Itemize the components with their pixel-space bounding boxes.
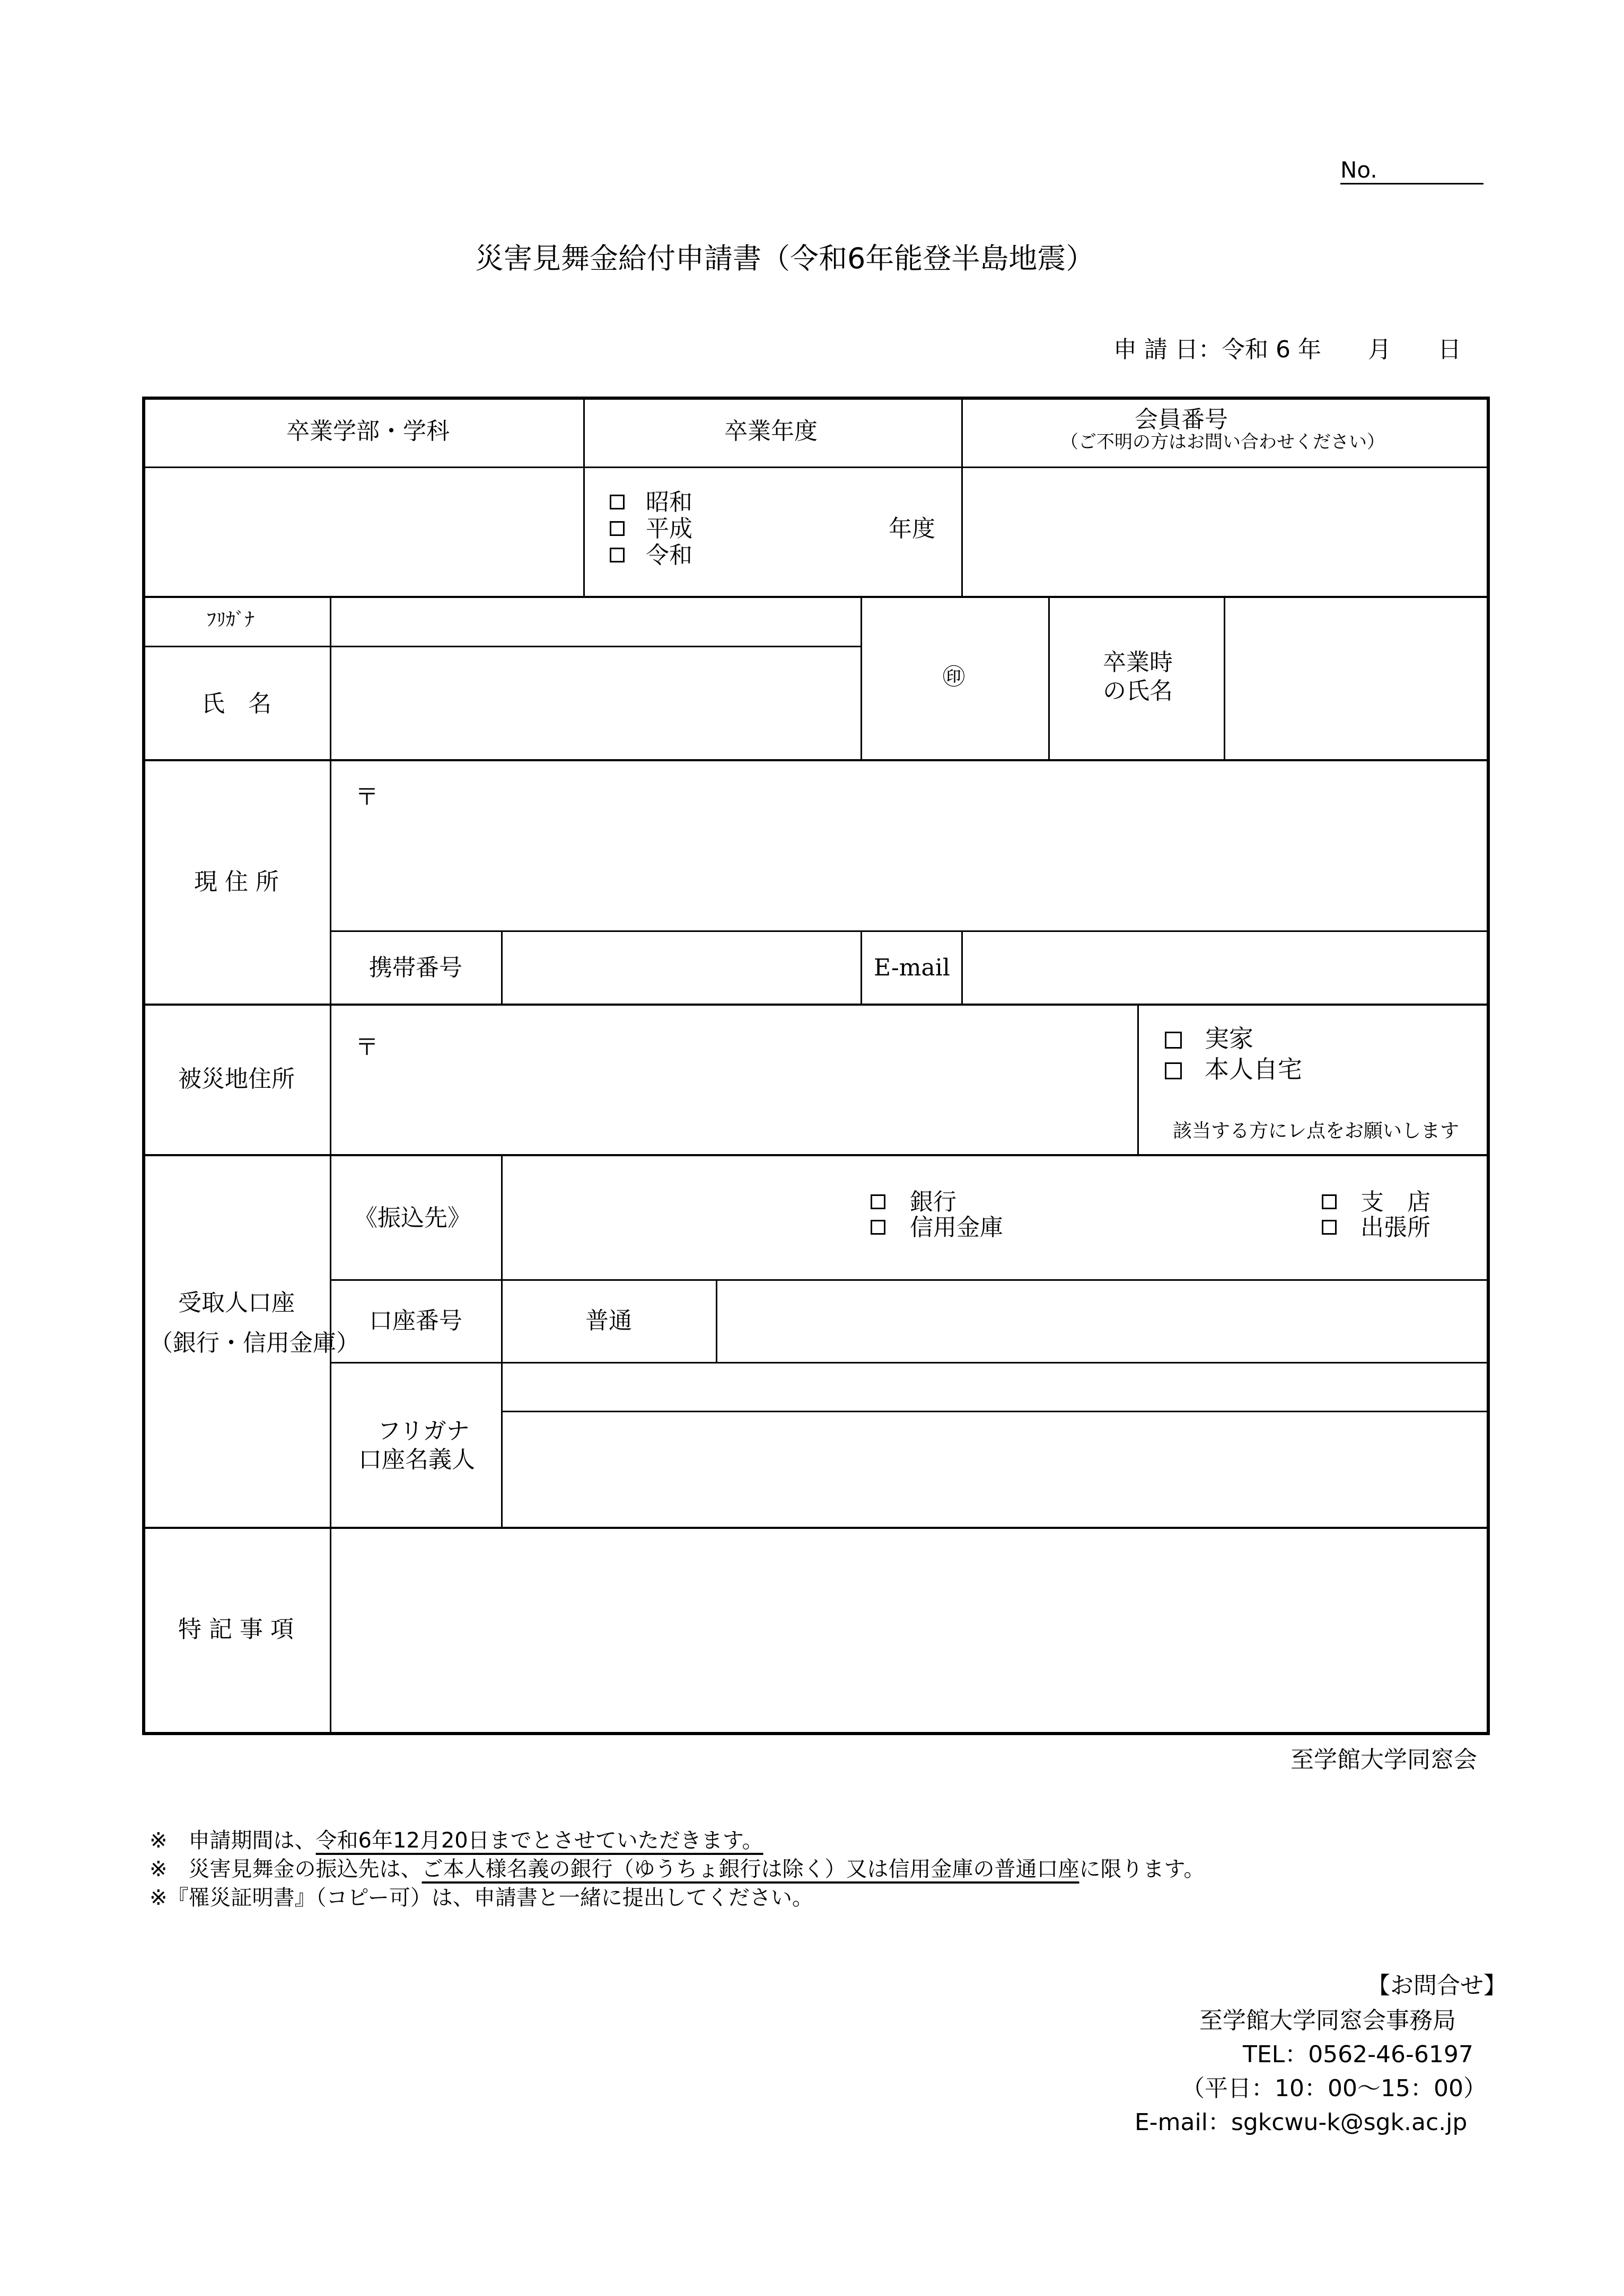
former-name-label-1: 卒業時 [1103,649,1173,676]
era-reiwa-label: 令和 [646,542,692,569]
contact-tel: TEL：0562-46-6197 [1243,2041,1473,2068]
parents-home-label: 実家 [1205,1024,1253,1053]
note-3: ※『罹災証明書』（コピー可）は、申請書と一緒に提出してください。 [150,1886,813,1910]
contact-email[interactable]: E-mail：sgkcwu-k@sgk.ac.jp [1135,2109,1468,2136]
faculty-label: 卒業学部・学科 [286,418,450,445]
email-input[interactable] [963,933,1487,1003]
era-showa-label: 昭和 [646,489,692,516]
postal-mark: 〒 [355,784,379,811]
col-line [1048,597,1050,760]
row-line [144,467,1488,468]
col-line [583,398,585,596]
row-line [144,1004,1488,1006]
contact-office: 至学館大学同窓会事務局 [1199,2007,1456,2034]
account-type-label: 普通 [585,1307,632,1334]
note-2: ※ 災害見舞金の振込先は、ご本人様名義の銀行（ゆうちょ銀行は除く）又は信用金庫の普通口座に限ります。 [150,1857,1205,1881]
graduation-year-label: 卒業年度 [724,418,818,445]
member-number-note: （ご不明の方はお問い合わせください） [1060,432,1385,453]
sub-branch-checkbox[interactable] [1322,1220,1337,1235]
own-home-checkbox[interactable] [1165,1062,1182,1079]
application-date-line: 申 請 日：令和 6 年 月 日 [1113,336,1461,363]
seal-mark: ㊞ [943,664,965,690]
era-reiwa-checkbox[interactable] [610,548,625,562]
furigana-input[interactable] [332,599,860,645]
check-note: 該当する方にレ点をお願いします [1173,1120,1460,1142]
year-suffix-label: 年度 [889,515,935,542]
name-label: 氏 名 [201,690,271,717]
parents-home-checkbox[interactable] [1165,1032,1182,1049]
credit-union-checkbox[interactable] [871,1220,885,1235]
row-line [330,1362,1488,1363]
row-line [501,1411,1488,1412]
note-1: ※ 申請期間は、令和6年12月20日までとさせていただきます。 [150,1828,763,1853]
col-line [861,597,862,760]
contact-heading: 【お問合せ】 [1367,1972,1507,1999]
branch-label: 支 店 [1360,1189,1430,1216]
remarks-label: 特 記 事 項 [178,1616,294,1643]
row-line [144,759,1488,761]
col-line [861,931,862,1005]
number-underline [1340,183,1483,184]
member-number-label: 会員番号 [1135,406,1228,433]
col-line [716,1279,717,1363]
disaster-address-input[interactable] [332,1007,1136,1153]
member-number-input[interactable] [963,469,1487,595]
contact-hours: （平日：10：00～15：00） [1181,2075,1487,2102]
form-title: 災害見舞金給付申請書（令和6年能登半島地震） [475,242,1095,275]
row-line [330,930,1488,932]
name-input[interactable] [332,648,860,758]
bank-label: 銀行 [910,1189,956,1216]
credit-union-label: 信用金庫 [910,1214,1003,1241]
col-line [961,931,963,1005]
account-label-2: （銀行・信用金庫） [150,1330,359,1357]
era-showa-checkbox[interactable] [610,495,625,509]
account-label-1: 受取人口座 [178,1289,295,1316]
row-line [144,1527,1488,1529]
holder-name-label: 口座名義人 [358,1446,475,1473]
era-heisei-checkbox[interactable] [610,521,625,536]
row-line [330,1279,1488,1281]
col-line [1224,597,1225,760]
row-line [144,646,861,647]
sub-branch-label: 出張所 [1360,1214,1430,1241]
col-line [330,597,331,1734]
holder-furigana-input[interactable] [503,1365,1487,1410]
era-heisei-label: 平成 [646,515,692,542]
holder-name-input[interactable] [503,1413,1487,1526]
remarks-input[interactable] [332,1530,1487,1732]
col-line [501,931,503,1005]
current-address-label: 現 住 所 [194,868,279,895]
holder-furigana-label: フリガナ [378,1418,470,1445]
disaster-postal-mark: 〒 [355,1034,379,1061]
transfer-label: 《振込先》 [354,1204,471,1231]
disaster-address-label: 被災地住所 [178,1066,295,1093]
number-label: No. [1340,157,1377,183]
mobile-input[interactable] [503,933,859,1003]
email-label: E-mail [874,954,950,981]
row-line [144,596,1488,598]
account-number-input[interactable] [718,1282,1487,1361]
faculty-input[interactable] [145,469,582,595]
furigana-label: ﾌﾘｶﾞﾅ [207,609,254,631]
col-line [501,1155,503,1528]
mobile-label: 携帯番号 [369,954,462,981]
bank-checkbox[interactable] [871,1194,885,1209]
own-home-label: 本人自宅 [1205,1055,1302,1084]
col-line [961,398,963,596]
col-line [1137,1005,1139,1155]
branch-checkbox[interactable] [1322,1194,1337,1209]
row-line [144,1154,1488,1156]
account-number-label: 口座番号 [369,1307,462,1334]
former-name-input[interactable] [1226,599,1487,758]
current-address-input[interactable] [332,762,1487,929]
former-name-label-2: の氏名 [1103,678,1173,705]
association-name: 至学館大学同窓会 [1291,1746,1477,1773]
